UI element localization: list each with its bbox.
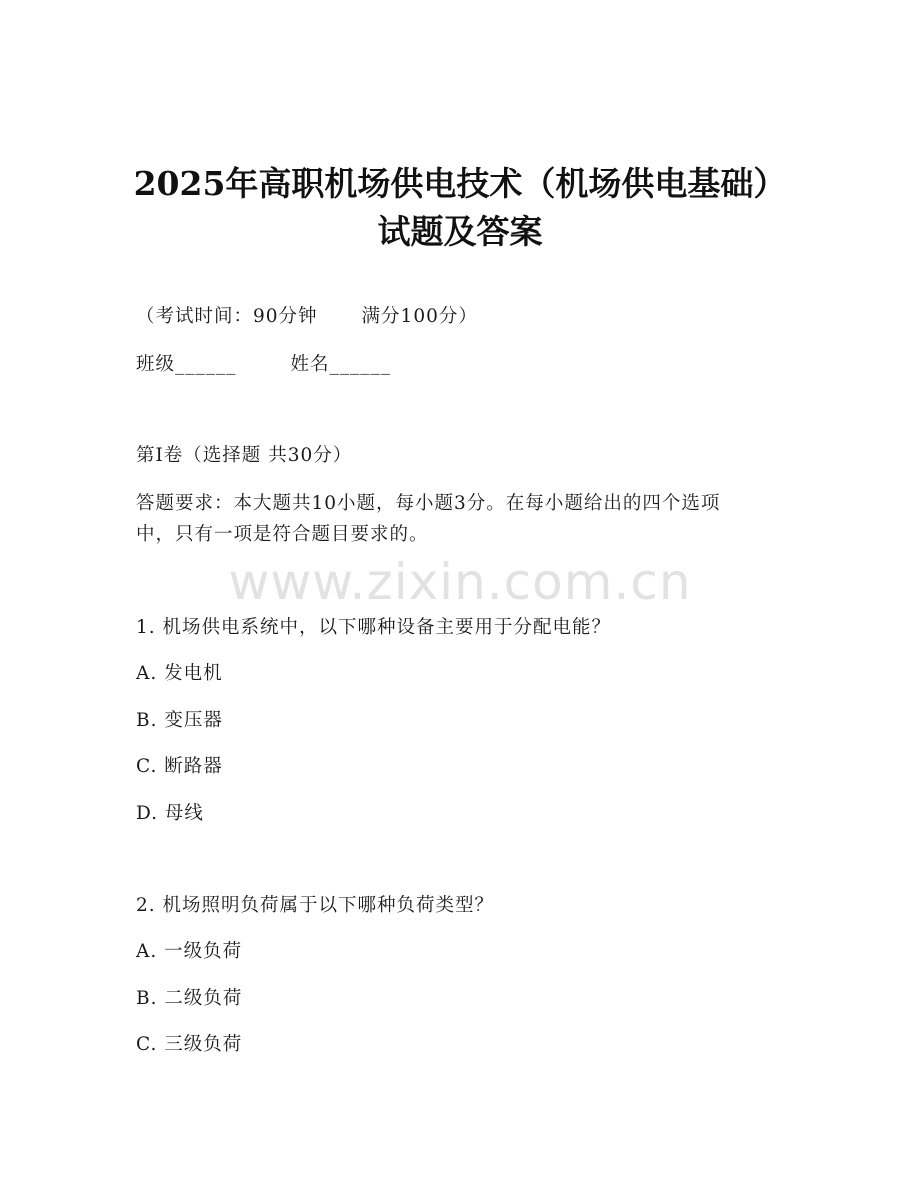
- question-1-option-c: C. 断路器: [136, 756, 223, 777]
- section-heading: 第I卷（选择题 共30分）: [136, 445, 353, 466]
- section-instruction-line-2: 中，只有一项是符合题目要求的。: [136, 524, 429, 545]
- question-2-option-a: A. 一级负荷: [136, 941, 243, 962]
- question-2-option-b: B. 二级负荷: [136, 988, 243, 1009]
- exam-full-score: 满分100分）: [361, 306, 478, 327]
- question-2-option-c: C. 三级负荷: [136, 1034, 243, 1055]
- class-field-label: 班级______: [136, 354, 237, 375]
- section-instruction-line-1: 答题要求：本大题共10小题，每小题3分。在每小题给出的四个选项: [136, 493, 721, 514]
- student-fields: [136, 350, 391, 376]
- document-title-line-2: 试题及答案: [377, 212, 543, 251]
- question-2-stem: 2. 机场照明负荷属于以下哪种负荷类型？: [136, 895, 495, 916]
- exam-info: [136, 302, 478, 328]
- question-1-option-b: B. 变压器: [136, 710, 223, 731]
- watermark-text: www.zixin.com.cn: [228, 553, 692, 611]
- question-1-stem: 1. 机场供电系统中，以下哪种设备主要用于分配电能？: [136, 617, 612, 638]
- name-field-label: 姓名______: [290, 354, 392, 375]
- question-1-option-d: D. 母线: [136, 803, 204, 824]
- question-1-option-a: A. 发电机: [136, 663, 223, 684]
- document-title-line-1: 2025年高职机场供电技术（机场供电基础）: [133, 164, 787, 203]
- exam-time: （考试时间：90分钟: [136, 306, 318, 327]
